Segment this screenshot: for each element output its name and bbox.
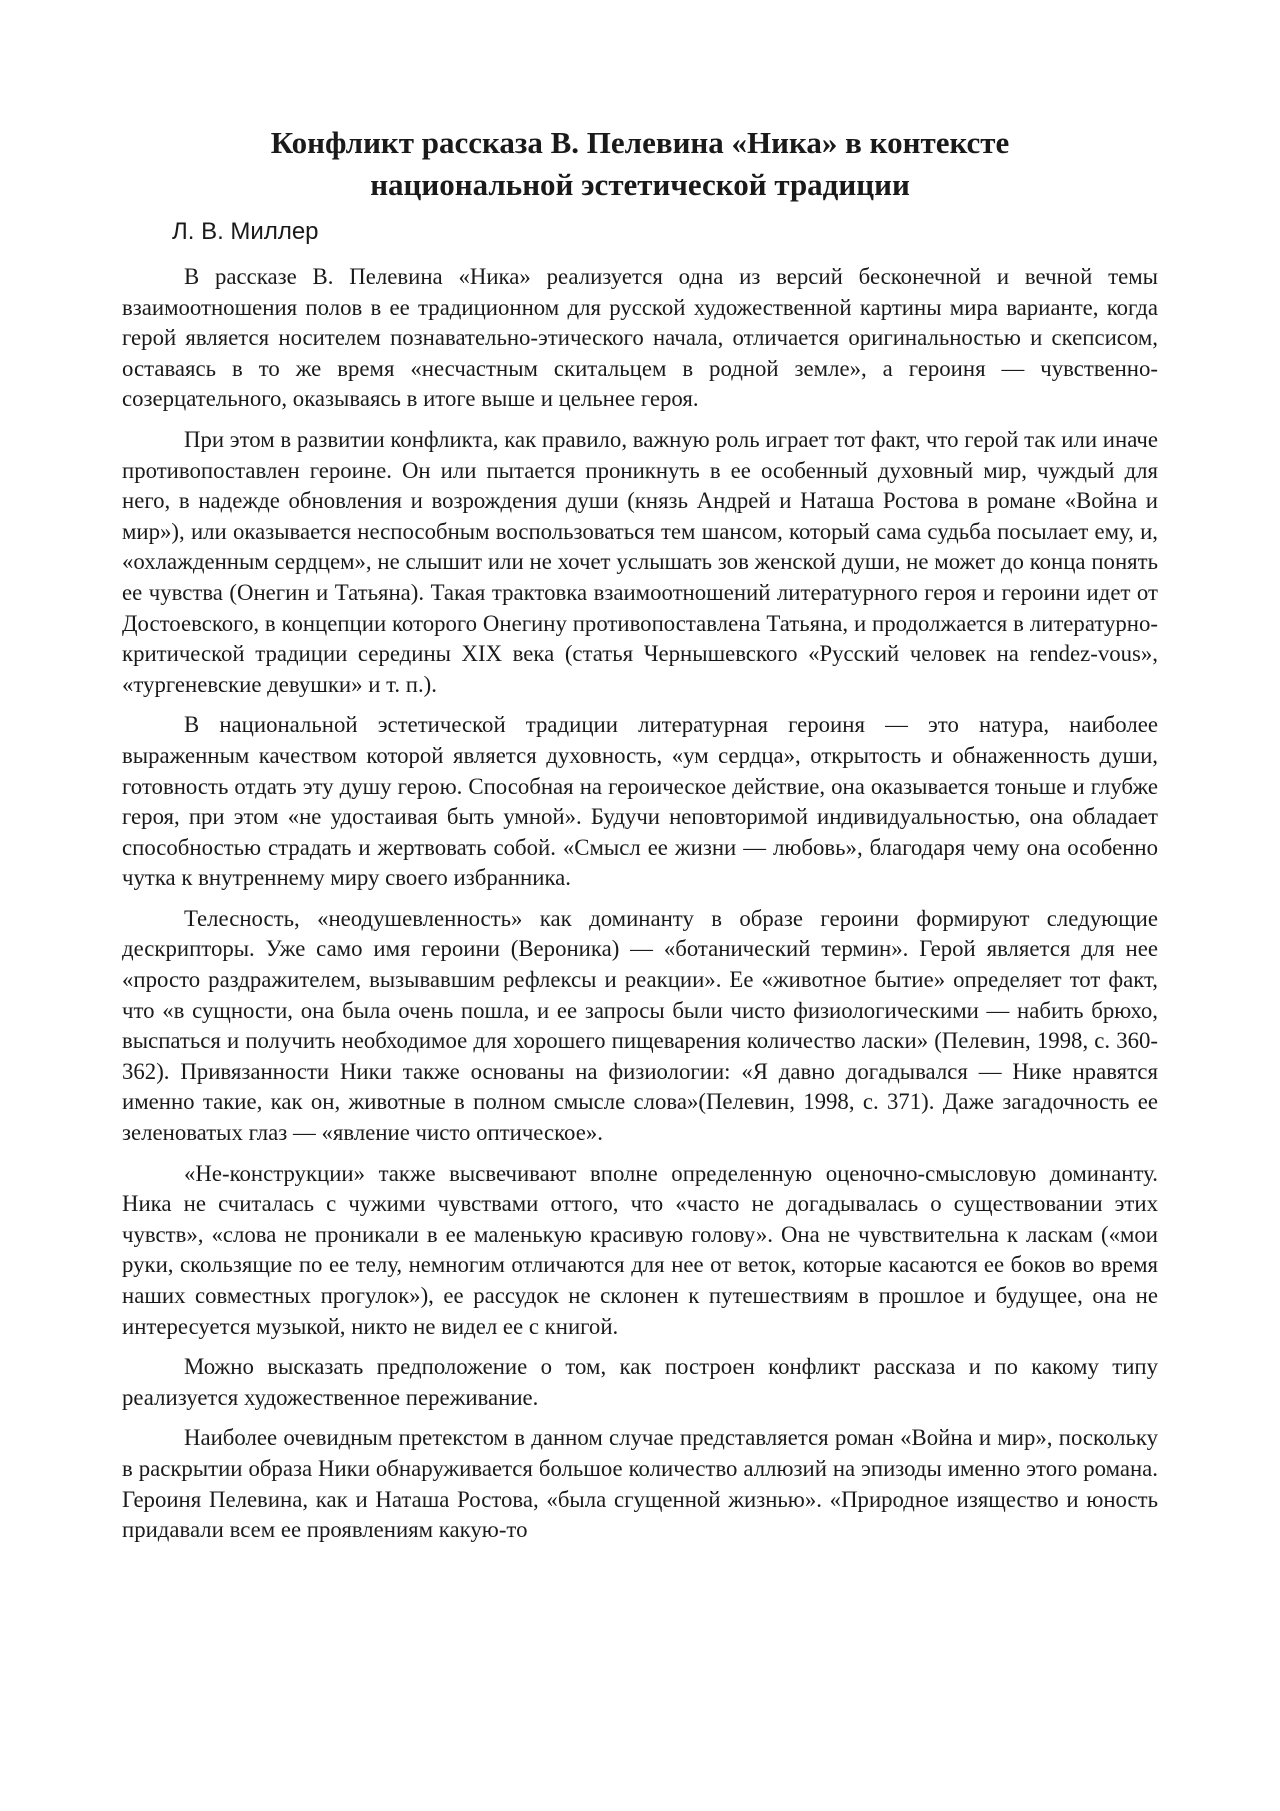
paragraph-6: Можно высказать предположение о том, как построен конфликт рассказа и по какому типу реализуется художественное переживание.	[122, 1354, 1158, 1410]
document-page	[122, 122, 1158, 1782]
paragraph-3: В национальной эстетической традиции литературная героиня — это натура, наиболее выраженным качеством которой является духовность, «ум сердца», открытость и обнаженность души, готовность отдать эту душу герою. Способная на героическое действие, она оказывается тоньше и глубже героя, при этом «не удостаивая быть умной». Будучи неповторимой индивидуальностью, она обладает способностью страдать и жертвовать собой. «Смысл ее жизни — любовь», благодаря чему она особенно чутка к внутреннему миру своего избранника.	[122, 712, 1158, 891]
title-line-2: национальной эстетической традиции	[370, 167, 910, 202]
paragraph-7: Наиболее очевидным претекстом в данном случае представляется роман «Война и мир», поскольку в раскрытии образа Ники обнаруживается большое количество аллюзий на эпизоды именно этого романа. Героиня Пелевина, как и Наташа Ростова, «была сгущенной жизнью». «Природное изящество и юность придавали всем ее проявлениям какую-то	[122, 1425, 1158, 1543]
title-line-1: Конфликт рассказа В. Пелевина «Ника» в контексте	[270, 125, 1010, 160]
paragraph-2: При этом в развитии конфликта, как правило, важную роль играет тот факт, что герой так или иначе противопоставлен героине. Он или пытается проникнуть в ее особенный духовный мир, чуждый для него, в надежде обновления и возрождения души (князь Андрей и Наташа Ростова в романе «Война и мир»), или оказывается неспособным воспользоваться тем шансом, который сама судьба посылает ему, и, «охлажденным сердцем», не слышит или не хочет услышать зов женской души, не может до конца понять ее чувства (Онегин и Татьяна). Такая трактовка взаимоотношений литературного героя и героини идет от Достоевского, в концепции которого Онегину противопоставлена Татьяна, и продолжается в литературно-критической традиции середины XIX века (статья Чернышевского «Русский человек на rendez-vous», «тургеневские девушки» и т. п.).	[122, 426, 1158, 697]
paragraph-5: «Не-конструкции» также высвечивают вполне определенную оценочно-смысловую доминанту. Ника не считалась с чужими чувствами оттого, что «часто не догадывалась о существовании этих чувств», «слова не проникали в ее маленькую красивую голову». Она не чувствительна к ласкам («мои руки, скользящие по ее телу, немногим отличаются для нее от веток, которые касаются ее боков во время наших совместных прогулок»), ее рассудок не склонен к путешествиям в прошлое и будущее, она не интересуется музыкой, никто не видел ее с книгой.	[122, 1160, 1158, 1339]
paragraph-4: Телесность, «неодушевленность» как доминанту в образе героини формируют следующие дескрипторы. Уже само имя героини (Вероника) — «ботанический термин». Герой является для нее «просто раздражителем, вызывавшим рефлексы и реакции». Ее «животное бытие» определяет тот факт, что «в сущности, она была очень пошла, и ее запросы были чисто физиологическими — набить брюхо, выспаться и получить необходимое для хорошего пищеварения количество ласки» (Пелевин, 1998, с. 360-362). Привязанности Ники также основаны на физиологии: «Я давно догадывался — Нике нравятся именно такие, как он, животные в полном смысле слова»(Пелевин, 1998, с. 371). Даже загадочность ее зеленоватых глаз — «явление чисто оптическое».	[122, 905, 1158, 1146]
paragraph-1: В рассказе В. Пелевина «Ника» реализуется одна из версий бесконечной и вечной темы взаимоотношения полов в ее традиционном для русской художественной картины мира варианте, когда герой является носителем познавательно-этического начала, отличается оригинальностью и скепсисом, оставаясь в то же время «несчастным скитальцем в родной земле», а героиня — чувственно-созерцательного, оказываясь в итоге выше и цельнее героя.	[122, 264, 1158, 412]
document-title	[122, 122, 1158, 206]
author-name: Л. В. Миллер	[172, 218, 319, 245]
